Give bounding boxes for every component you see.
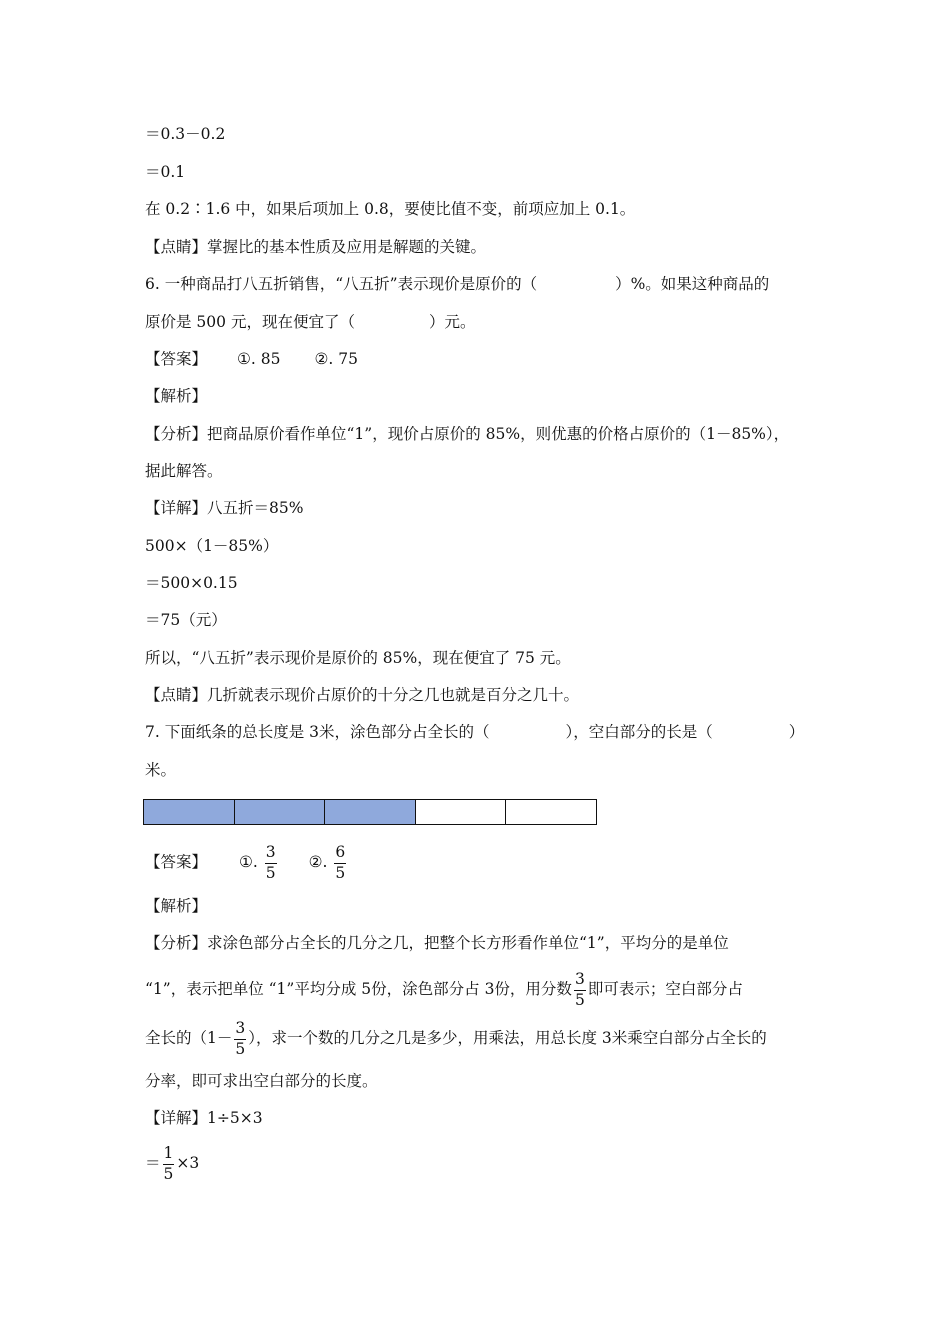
q7-xiangjie: 【详解】1÷5×3 xyxy=(145,1109,263,1127)
q7-fenxi-line-2 xyxy=(145,972,743,1008)
fraction-numerator: 3 xyxy=(234,1021,246,1040)
q7-answer-1-prefix: ①. xyxy=(239,853,258,871)
paper-strip-figure xyxy=(143,799,597,825)
q7-step-1 xyxy=(145,1146,199,1182)
q6-answer-2: ②. 75 xyxy=(314,350,358,368)
prev-step-line-1: ＝0.3－0.2 xyxy=(145,125,226,143)
q6-answer-label: 【答案】 xyxy=(145,350,208,368)
fraction-denominator: 5 xyxy=(265,863,276,882)
q7-answer-2-prefix: ②. xyxy=(308,853,328,871)
q7-step-1-suffix: ×3 xyxy=(176,1154,200,1172)
q6-fenxi-line-2: 据此解答。 xyxy=(145,462,223,480)
fraction-numerator: 3 xyxy=(574,972,586,991)
q7-stem-part-c: ） xyxy=(788,723,805,741)
q6-stem-part-a: 6. 一种商品打八五折销售，“八五折”表示现价是原价的（ xyxy=(145,275,538,293)
fraction-denominator: 5 xyxy=(235,1039,246,1058)
q6-stem-part-b: ）%。如果这种商品的 xyxy=(615,275,770,293)
q7-stem-line-1 xyxy=(145,722,804,742)
strip-segment-blank xyxy=(416,800,507,824)
q6-xiangjie: 【详解】八五折＝85% xyxy=(145,499,304,517)
q6-answer-1: ①. 85 xyxy=(237,350,281,368)
q7-fenxi-line-3 xyxy=(145,1021,767,1057)
q7-fenxi-2a: “1”，表示把单位 “1”平均分成 5份，涂色部分占 3份，用分数 xyxy=(145,980,572,998)
q7-answer xyxy=(145,845,348,881)
q7-fenxi-fraction xyxy=(234,1021,246,1057)
q7-step-1-fraction xyxy=(163,1146,175,1182)
strip-segment-shaded xyxy=(144,800,235,824)
q7-fenxi-3a: 全长的（1－ xyxy=(145,1029,233,1047)
q6-stem-line-2 xyxy=(145,312,475,332)
q7-fenxi-2b: 即可表示；空白部分占 xyxy=(587,980,743,998)
q6-answer xyxy=(145,349,358,369)
q7-answer-2-fraction xyxy=(334,845,346,881)
q7-answer-1-fraction xyxy=(265,845,277,881)
prev-step-line-2: ＝0.1 xyxy=(145,163,186,181)
q6-step-1: 500×（1－85%） xyxy=(145,537,279,555)
fraction-denominator: 5 xyxy=(335,863,346,882)
q7-stem-part-b: ），空白部分的长是（ xyxy=(565,723,713,741)
q7-jiexi: 【解析】 xyxy=(145,897,208,915)
prev-conclusion: 在 0.2∶1.6 中，如果后项加上 0.8，要使比值不变，前项应加上 0.1。 xyxy=(145,200,636,218)
q6-conclusion: 所以，“八五折”表示现价是原价的 85%，现在便宜了 75 元。 xyxy=(145,649,571,667)
q6-stem-part-d: ）元。 xyxy=(428,313,476,331)
q7-answer-label: 【答案】 xyxy=(145,853,208,871)
q7-stem-part-a: 7. 下面纸条的总长度是 3米，涂色部分占全长的（ xyxy=(145,723,490,741)
strip-segment-shaded xyxy=(325,800,416,824)
strip-segment-blank xyxy=(506,800,596,824)
fraction-numerator: 6 xyxy=(334,845,346,864)
q6-stem-part-c: 原价是 500 元，现在便宜了（ xyxy=(145,313,355,331)
q6-jiexi: 【解析】 xyxy=(145,387,208,405)
q6-step-3: ＝75（元） xyxy=(145,611,227,629)
q7-fenxi-3b: ），求一个数的几分之几是多少，用乘法，用总长度 3米乘空白部分占全长的 xyxy=(248,1029,767,1047)
fraction-denominator: 5 xyxy=(163,1164,174,1183)
q6-step-2: ＝500×0.15 xyxy=(145,574,238,592)
q7-fenxi-line-4: 分率，即可求出空白部分的长度。 xyxy=(145,1072,378,1090)
q7-step-1-prefix: ＝ xyxy=(145,1154,161,1172)
fraction-numerator: 1 xyxy=(163,1146,175,1165)
q6-dianjing: 【点睛】几折就表示现价占原价的十分之几也就是百分之几十。 xyxy=(145,686,580,704)
prev-dianjing: 【点睛】掌握比的基本性质及应用是解题的关键。 xyxy=(145,238,487,256)
q7-fenxi-fraction xyxy=(574,972,586,1008)
q6-fenxi-line-1: 【分析】把商品原价看作单位“1”，现价占原价的 85%，则优惠的价格占原价的（1－85%）， xyxy=(145,425,790,443)
q6-stem-line-1 xyxy=(145,274,769,294)
fraction-numerator: 3 xyxy=(265,845,277,864)
strip-segment-shaded xyxy=(235,800,326,824)
q7-fenxi-line-1: 【分析】求涂色部分占全长的几分之几，把整个长方形看作单位“1”，平均分的是单位 xyxy=(145,934,729,952)
q7-stem-line-2: 米。 xyxy=(145,761,177,779)
fraction-denominator: 5 xyxy=(574,990,585,1009)
